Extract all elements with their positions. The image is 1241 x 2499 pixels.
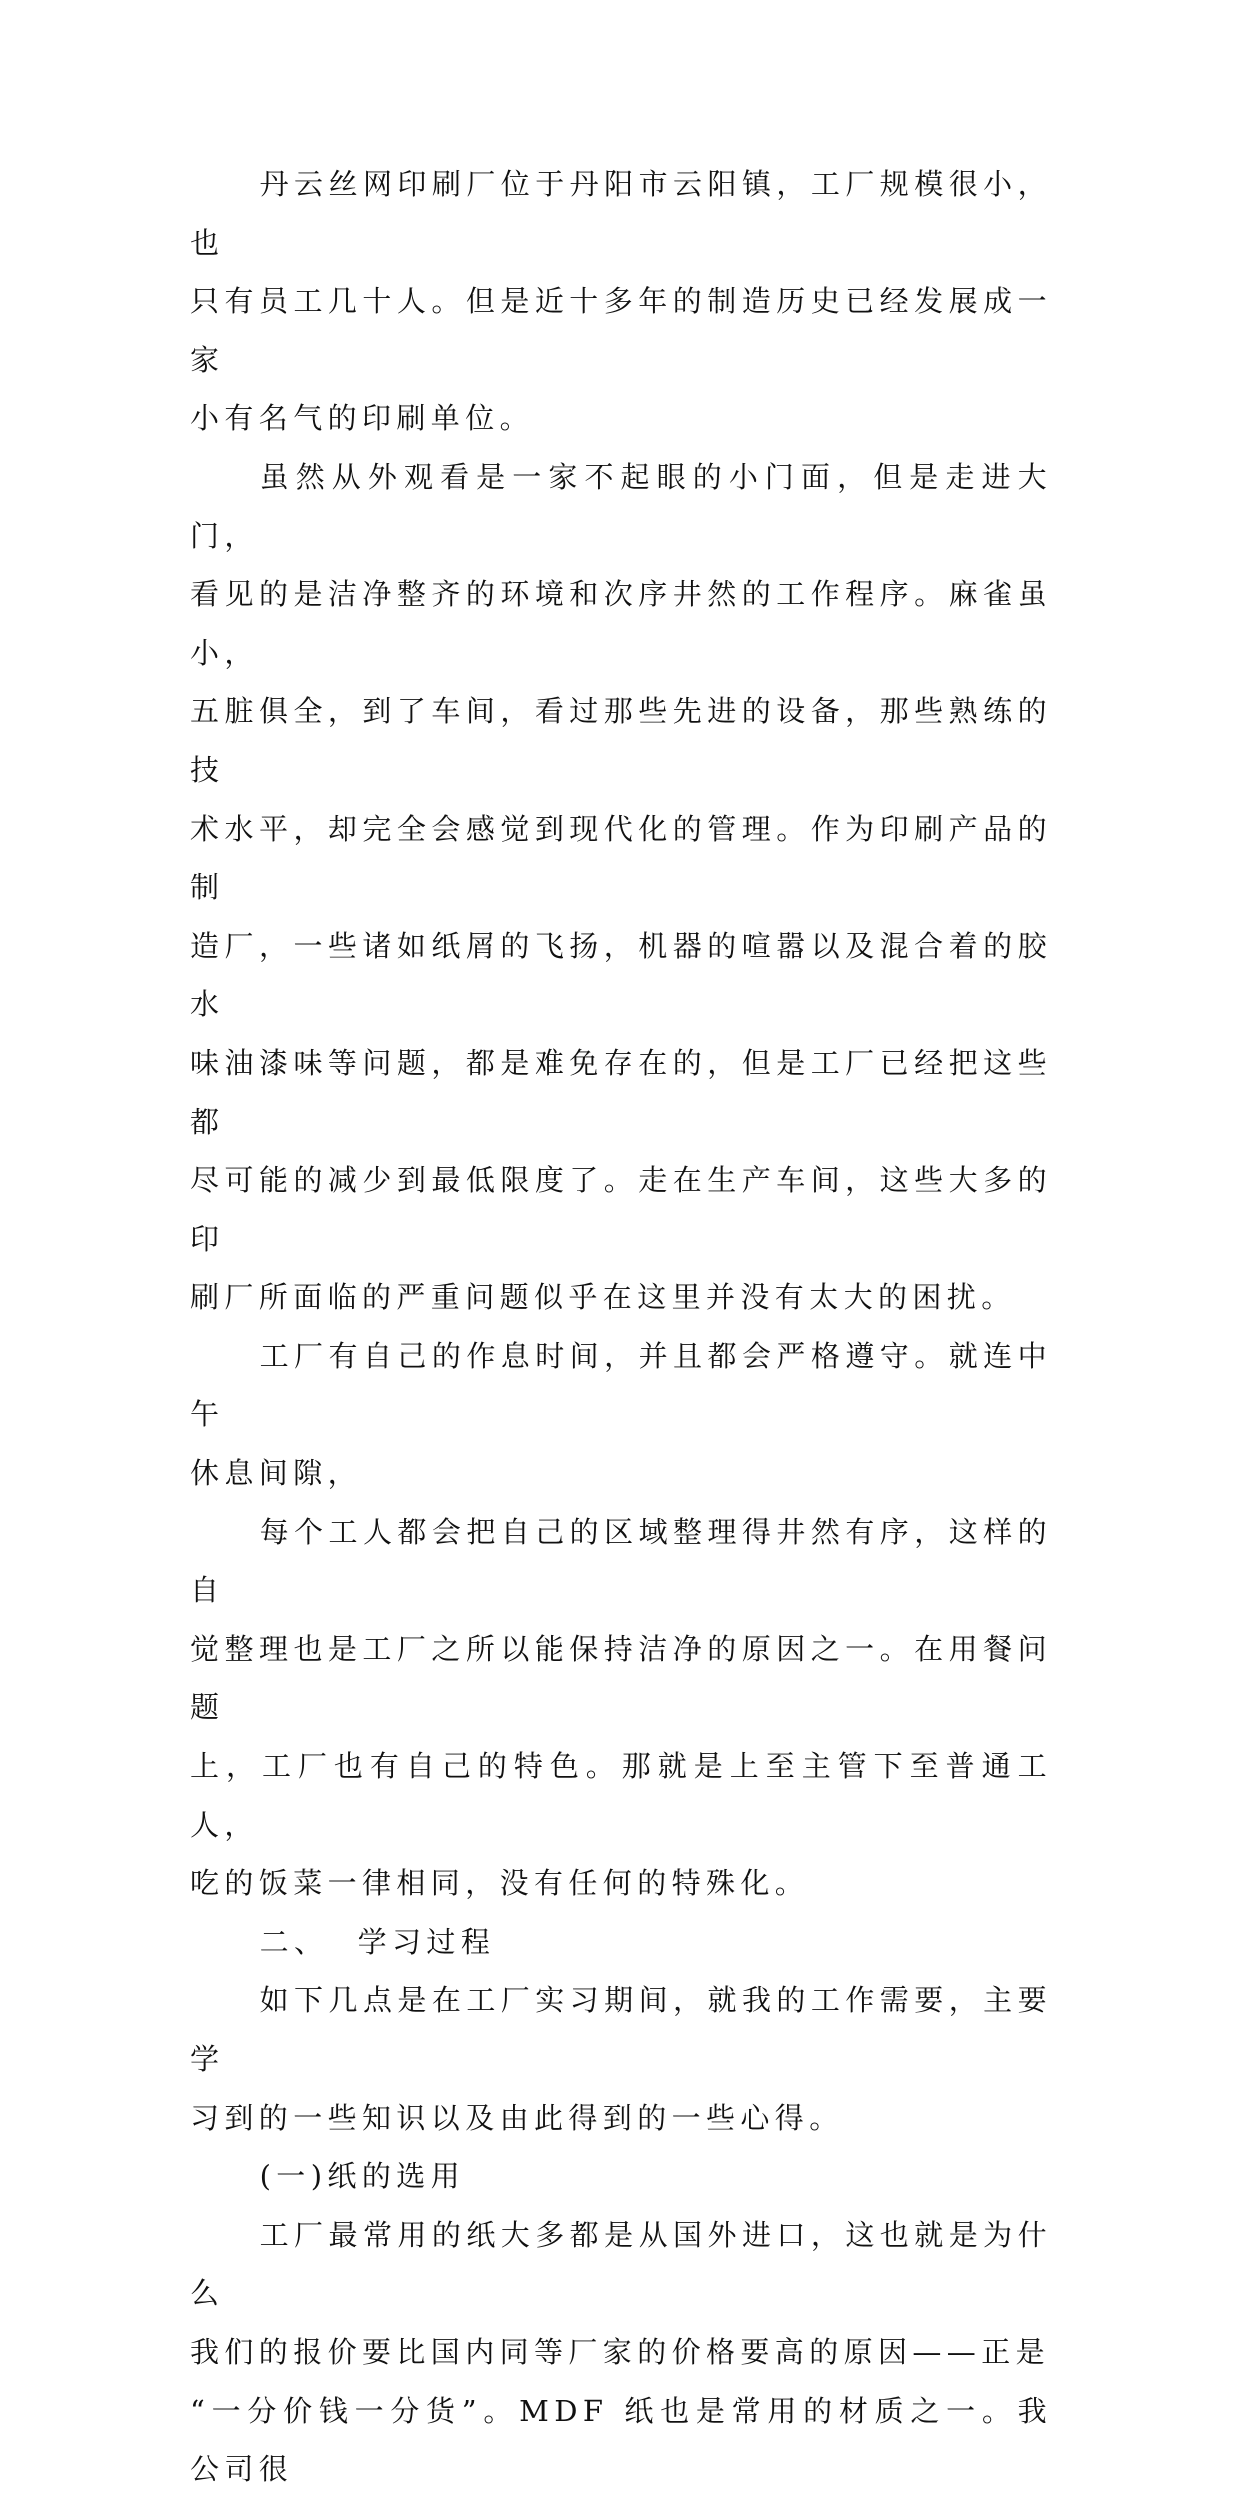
- section-intro: 如下几点是在工厂实习期间，就我的工作需要，主要学 习到的一些知识以及由此得到的一些心得。: [190, 1983, 1052, 2135]
- document-body: [190, 155, 1052, 2499]
- paragraph-workers-meals: 每个工人都会把自己的区域整理得井然有序，这样的自 觉整理也是工厂之所以能保持洁净的原因之一。在用餐问题 上，工厂也有自己的特色。那就是上至主管下至普通工人， 吃的饭菜一律相同，没有任何的特殊化。: [190, 1514, 1052, 1901]
- paragraph-work-schedule: 工厂有自己的作息时间，并且都会严格遵守。就连中午 休息间隙，: [190, 1338, 1052, 1491]
- paragraph-factory-environment: 虽然从外观看是一家不起眼的小门面，但是走进大门， 看见的是洁净整齐的环境和次序井然的工作程序。麻雀虽小， 五脏俱全，到了车间，看过那些先进的设备，那些熟练的技 术水平，却完全会感觉到现代化的管理。作为印刷产品的制 造厂，一些诸如纸屑的飞扬，机器的喧嚣以及混合着的胶水 味油漆味等问题，都是难免存在的，但是工厂已经把这些都 尽可能的减少到最低限度了。走在生产车间，这些大多的印 刷厂所面临的严重问题似乎在这里并没有太大的困扰。: [190, 459, 1052, 1315]
- paragraph-factory-intro: 丹云丝网印刷厂位于丹阳市云阳镇，工厂规模很小，也 只有员工几十人。但是近十多年的制造历史已经发展成一家 小有名气的印刷单位。: [190, 167, 1052, 436]
- subsection-heading: (一)纸的选用: [259, 2159, 466, 2194]
- section-heading: 二、 学习过程: [259, 1924, 496, 1959]
- subsection-text: 工厂最常用的纸大多都是从国外进口，这也就是为什么 我们的报价要比国内同等厂家的价格要高的原因——正是 “一分价钱一分货”。MDF 纸也是常用的材质之一。我公司很: [190, 2217, 1052, 2487]
